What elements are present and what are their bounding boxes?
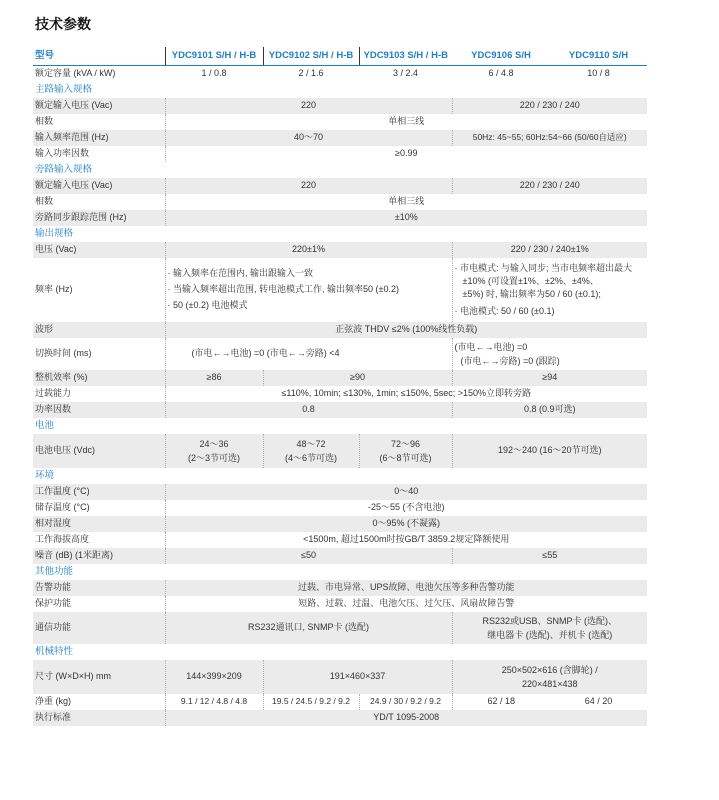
- row-label: 频率 (Hz): [33, 258, 165, 322]
- table-row: [33, 532, 647, 548]
- cell: 220: [165, 98, 452, 114]
- model-5: YDC9110 S/H: [550, 47, 647, 66]
- cell: ±10%: [165, 210, 647, 226]
- cell: [452, 338, 647, 370]
- section-environment: [33, 468, 647, 484]
- cell: [359, 434, 452, 468]
- table-row: [33, 612, 647, 644]
- table-row: [33, 710, 647, 726]
- row-label: 工作海拔高度: [33, 532, 165, 548]
- table-row: [33, 660, 647, 694]
- cell: 40～70: [165, 130, 452, 146]
- page-title: 技术参数: [35, 16, 91, 32]
- row-label: 执行标准: [33, 710, 165, 726]
- cell: [452, 660, 647, 694]
- text-line: 250×502×616 (含脚轮) /: [501, 664, 598, 675]
- row-label: 功率因数: [33, 402, 165, 418]
- cell: 1 / 0.8: [165, 66, 263, 83]
- table-row: [33, 386, 647, 402]
- row-label: 电池电压 (Vdc): [33, 434, 165, 468]
- cell: 10 / 8: [550, 66, 647, 83]
- cell: 6 / 4.8: [452, 66, 550, 83]
- row-label: 整机效率 (%): [33, 370, 165, 386]
- text-line: · 电池模式: 50 / 60 (±0.1): [454, 306, 555, 317]
- cell: 144×399×209: [165, 660, 263, 694]
- cell: 24.9 / 30 / 9.2 / 9.2: [359, 694, 452, 710]
- table-row: [33, 210, 647, 226]
- row-label: 旁路同步跟踪范围 (Hz): [33, 210, 165, 226]
- row-label: 噪音 (dB) (1米距离): [33, 548, 165, 564]
- row-label: 额定输入电压 (Vac): [33, 178, 165, 194]
- table-row: [33, 694, 647, 710]
- cell: 单相三线: [165, 194, 647, 210]
- cell: (市电←→电池) =0 (市电←→旁路) <4: [165, 338, 452, 370]
- row-label: 尺寸 (W×D×H) mm: [33, 660, 165, 694]
- row-label: 通信功能: [33, 612, 165, 644]
- cell: -25～55 (不含电池): [165, 500, 647, 516]
- cell: 正弦波 THDV ≤2% (100%线性负载): [165, 322, 647, 338]
- cell: ≥0.99: [165, 146, 647, 162]
- header-row: [33, 47, 647, 66]
- section-title: 环境: [33, 468, 647, 484]
- cell: <1500m, 超过1500m时按GB/T 3859.2规定降额使用: [165, 532, 647, 548]
- cell: 50Hz: 45~55; 60Hz:54~66 (50/60自适应): [452, 130, 647, 146]
- cell: ≥94: [452, 370, 647, 386]
- table-row: [33, 484, 647, 500]
- section-title: 电池: [33, 418, 647, 434]
- row-label: 相对湿度: [33, 516, 165, 532]
- cell: 单相三线: [165, 114, 647, 130]
- cell: 220 / 230 / 240: [452, 98, 647, 114]
- cell: 19.5 / 24.5 / 9.2 / 9.2: [263, 694, 359, 710]
- text-line: RS232或USB、SNMP卡 (选配)、: [482, 615, 618, 626]
- cell: [452, 258, 647, 322]
- row-label: 过载能力: [33, 386, 165, 402]
- cell: YD/T 1095-2008: [165, 710, 647, 726]
- table-row: [33, 338, 647, 370]
- text-line: (6～8节可选): [379, 453, 432, 463]
- cell: [263, 434, 359, 468]
- table-row: [33, 130, 647, 146]
- cell: 220 / 230 / 240±1%: [452, 242, 647, 258]
- section-bypass-input: [33, 162, 647, 178]
- row-label: 相数: [33, 194, 165, 210]
- cell: 220 / 230 / 240: [452, 178, 647, 194]
- section-main-input: [33, 82, 647, 98]
- row-label: 额定输入电压 (Vac): [33, 98, 165, 114]
- text-line: ±5%) 时, 输出频率为50 / 60 (±0.1);: [462, 289, 601, 299]
- text-line: 220×481×438: [521, 679, 578, 689]
- cell: ≤50: [165, 548, 452, 564]
- section-title: 主路输入规格: [33, 82, 647, 98]
- cell: 2 / 1.6: [263, 66, 359, 83]
- cell: 220±1%: [165, 242, 452, 258]
- cell: 191×460×337: [263, 660, 452, 694]
- section-battery: [33, 418, 647, 434]
- table-row: [33, 178, 647, 194]
- cell: [165, 258, 452, 322]
- table-row: [33, 500, 647, 516]
- model-2: YDC9102 S/H / H-B: [263, 47, 359, 66]
- model-3: YDC9103 S/H / H-B: [359, 47, 452, 66]
- text-line: 继电器卡 (选配)、并机卡 (选配): [487, 630, 613, 640]
- text-line: 72～96: [390, 438, 421, 449]
- text-line: · 当输入频率超出范围, 转电池模式工作, 输出频率50 (±0.2): [167, 284, 399, 295]
- cell: ≥90: [263, 370, 452, 386]
- table-row: [33, 370, 647, 386]
- table-row: [33, 596, 647, 612]
- table-row: [33, 580, 647, 596]
- table-row: [33, 322, 647, 338]
- section-title: 其他功能: [33, 564, 647, 580]
- row-label: 净重 (kg): [33, 694, 165, 710]
- cell: [165, 434, 263, 468]
- cell: 0.8 (0.9可选): [452, 402, 647, 418]
- table-row: [33, 548, 647, 564]
- section-other: [33, 564, 647, 580]
- row-label: 工作温度 (°C): [33, 484, 165, 500]
- text-line: 48～72: [296, 438, 326, 449]
- row-label: 波形: [33, 322, 165, 338]
- table-row: [33, 258, 647, 322]
- cell: 64 / 20: [550, 694, 647, 710]
- spec-table: [33, 47, 647, 726]
- text-line: · 输入频率在范围内, 输出跟输入一致: [167, 268, 313, 279]
- row-label: 告警功能: [33, 580, 165, 596]
- section-mechanical: [33, 644, 647, 660]
- table-row: [33, 242, 647, 258]
- table-row: [33, 98, 647, 114]
- row-label: 保护功能: [33, 596, 165, 612]
- cell: 220: [165, 178, 452, 194]
- text-line: 24～36: [199, 438, 229, 449]
- cell: 短路、过载、过温、电池欠压、过欠压、风扇故障告警: [165, 596, 647, 612]
- section-title: 旁路输入规格: [33, 162, 647, 178]
- cell: 9.1 / 12 / 4.8 / 4.8: [165, 694, 263, 710]
- table-row: [33, 114, 647, 130]
- model-label: 型号: [33, 47, 165, 66]
- section-output: [33, 226, 647, 242]
- row-label: 输入功率因数: [33, 146, 165, 162]
- rated-capacity-row: [33, 66, 647, 83]
- table-row: [33, 516, 647, 532]
- table-row: [33, 194, 647, 210]
- row-label: 额定容量 (kVA / kW): [33, 66, 165, 83]
- row-label: 输入频率范围 (Hz): [33, 130, 165, 146]
- cell: RS232通讯口, SNMP卡 (选配): [165, 612, 452, 644]
- text-line: · 市电模式: 与输入同步; 当市电频率超出最大: [454, 262, 633, 273]
- row-label: 切换时间 (ms): [33, 338, 165, 370]
- section-title: 机械特性: [33, 644, 647, 660]
- cell: ≥86: [165, 370, 263, 386]
- text-line: ±10% (可设置±1%、±2%、±4%、: [462, 275, 599, 286]
- table-row: [33, 402, 647, 418]
- section-title: 输出规格: [33, 226, 647, 242]
- cell: 过载、市电异常、UPS故障、电池欠压等多种告警功能: [165, 580, 647, 596]
- table-row: [33, 434, 647, 468]
- row-label: 相数: [33, 114, 165, 130]
- cell: ≤110%, 10min; ≤130%, 1min; ≤150%, 5sec; >150%立即转旁路: [165, 386, 647, 402]
- cell: 0～95% (不凝露): [165, 516, 647, 532]
- cell: 0～40: [165, 484, 647, 500]
- cell: 192～240 (16～20节可选): [452, 434, 647, 468]
- text-line: (市电←→电池) =0: [454, 341, 528, 352]
- cell: 62 / 18: [452, 694, 550, 710]
- model-1: YDC9101 S/H / H-B: [165, 47, 263, 66]
- cell: 3 / 2.4: [359, 66, 452, 83]
- row-label: 电压 (Vac): [33, 242, 165, 258]
- cell: 0.8: [165, 402, 452, 418]
- table-row: [33, 146, 647, 162]
- model-4: YDC9106 S/H: [452, 47, 550, 66]
- cell: ≤55: [452, 548, 647, 564]
- text-line: (市电←→旁路) =0 (跟踪): [460, 356, 560, 366]
- text-line: (4～6节可选): [284, 453, 337, 463]
- row-label: 储存温度 (°C): [33, 500, 165, 516]
- text-line: (2～3节可选): [187, 453, 240, 463]
- text-line: · 50 (±0.2) 电池模式: [167, 299, 248, 310]
- cell: [452, 612, 647, 644]
